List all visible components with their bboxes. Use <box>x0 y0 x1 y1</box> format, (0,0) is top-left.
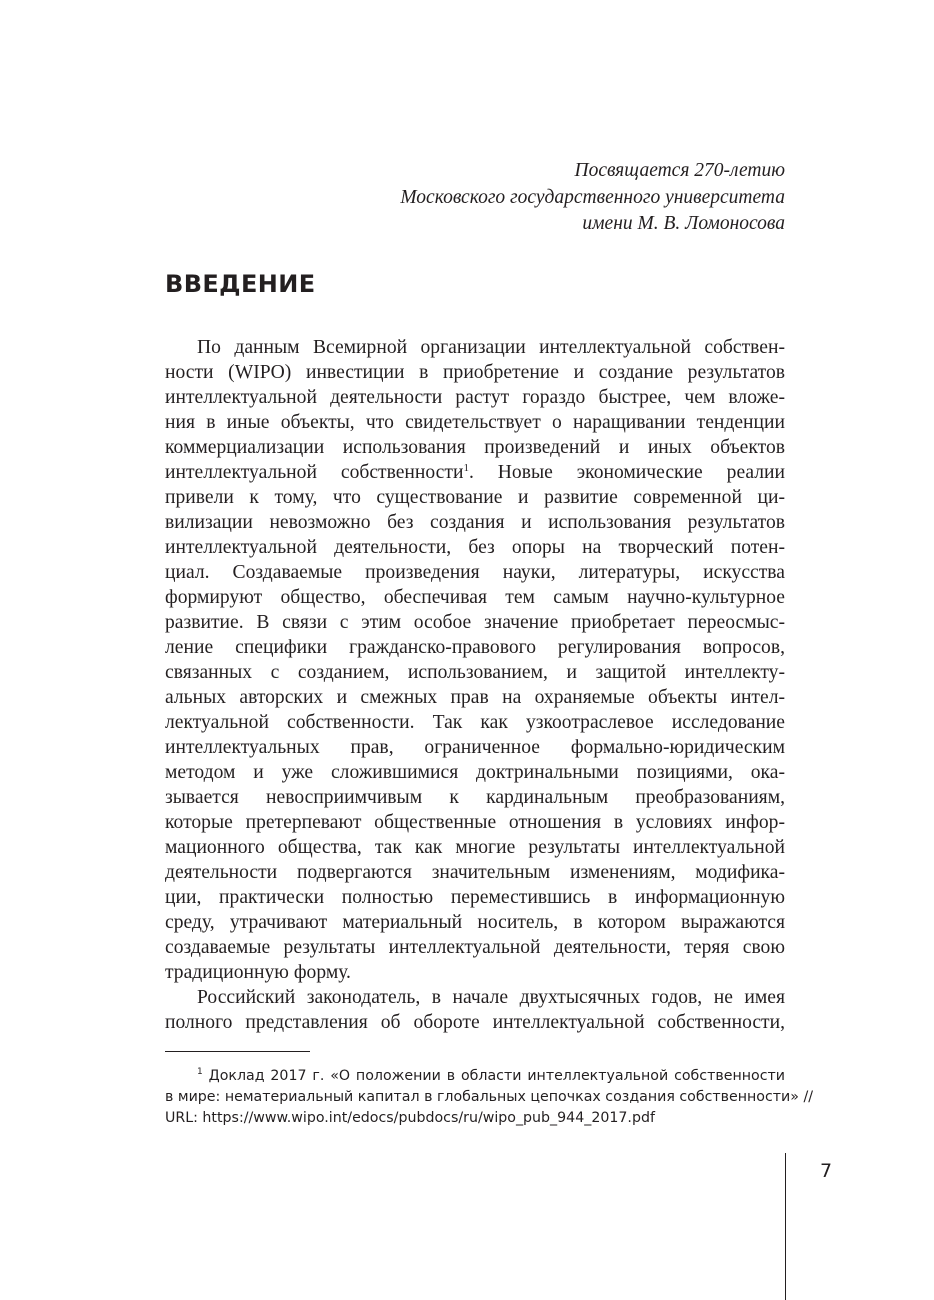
footnote-separator <box>165 1051 310 1052</box>
footnote-line: в мире: нематериальный капитал в глобальных цепочках создания собственности» // <box>165 1089 814 1105</box>
text-line: По данным Всемирной организации интеллектуальной собствен- <box>197 337 785 358</box>
footnote-reference[interactable]: 1 <box>463 462 469 474</box>
text-line: полного представления об обороте интеллектуальной собственности, <box>165 1012 785 1033</box>
text-fragment: . Новые экономические реалии <box>468 462 785 483</box>
text-line: деятельности подвергаются значительным изменениям, модифика- <box>165 862 785 883</box>
epigraph-line: имени М. В. Ломоносова <box>582 213 785 234</box>
text-line: которые претерпевают общественные отношения в условиях инфор- <box>165 812 785 833</box>
text-line: интеллектуальной деятельности, без опоры на творческий потен- <box>165 537 785 558</box>
text-line: альных авторских и смежных прав на охраняемые объекты интел- <box>165 687 785 708</box>
footnote <box>165 1066 814 1129</box>
text-line: традиционную форму. <box>165 962 351 983</box>
text-line: ление специфики гражданско-правового регулирования вопросов, <box>165 637 785 658</box>
chapter-heading: ВВЕДЕНИЕ <box>165 270 316 298</box>
epigraph-line: Посвящается 270-летию <box>574 160 785 181</box>
text-line: ния в иные объекты, что свидетельствует о наращивании тенденции <box>165 412 785 433</box>
text-line: методом и уже сложившимися доктринальными позициями, ока- <box>165 762 785 783</box>
epigraph-line: Московского государственного университета <box>400 186 785 208</box>
text-line: зывается невосприимчивым к кардинальным преобразованиям, <box>165 787 785 808</box>
page-number: 7 <box>820 1160 833 1182</box>
text-line: интеллектуальной деятельности растут гораздо быстрее, чем вложе- <box>165 387 785 408</box>
text-line: Российский законодатель, в начале двухтысячных годов, не имея <box>197 987 785 1008</box>
footnote-url[interactable]: URL: https://www.wipo.int/edocs/pubdocs/ru/wipo_pub_944_2017.pdf <box>165 1110 655 1126</box>
text-line: ции, практически полностью переместившись в информационную <box>165 887 785 908</box>
text-line: развитие. В связи с этим особое значение приобретает переосмыс- <box>165 612 785 633</box>
text-line: интеллектуальных прав, ограниченное формально-юридическим <box>165 737 785 758</box>
text-line: создаваемые результаты интеллектуальной деятельности, теряя свою <box>165 937 785 958</box>
text-line: лектуальной собственности. Так как узкоотраслевое исследование <box>165 712 785 733</box>
text-line-with-footnote <box>165 460 785 485</box>
text-line: среду, утрачивают материальный носитель, в котором выражаются <box>165 912 785 933</box>
footnote-line <box>165 1066 785 1087</box>
text-line: мационного общества, так как многие результаты интеллектуальной <box>165 837 785 858</box>
text-line: привели к тому, что существование и развитие современной ци- <box>165 487 785 508</box>
text-fragment: интеллектуальной собственности <box>165 462 464 483</box>
text-line: ности (WIPO) инвестиции в приобретение и создание результатов <box>165 362 785 383</box>
footnote-text: Доклад 2017 г. «О положении в области интеллектуальной собственности <box>208 1068 785 1084</box>
dedication-epigraph <box>300 158 785 238</box>
page-number-rule <box>785 1153 786 1300</box>
text-line: формируют общество, обеспечивая тем самым научно-культурное <box>165 587 785 608</box>
text-line: вилизации невозможно без создания и использования результатов <box>165 512 785 533</box>
footnote-number: 1 <box>197 1067 203 1077</box>
text-line: циал. Создаваемые произведения науки, литературы, искусства <box>165 562 785 583</box>
text-line: коммерциализации использования произведений и иных объектов <box>165 437 785 458</box>
body-text <box>165 335 785 1035</box>
text-line: связанных с созданием, использованием, и защитой интеллекту- <box>165 662 785 683</box>
